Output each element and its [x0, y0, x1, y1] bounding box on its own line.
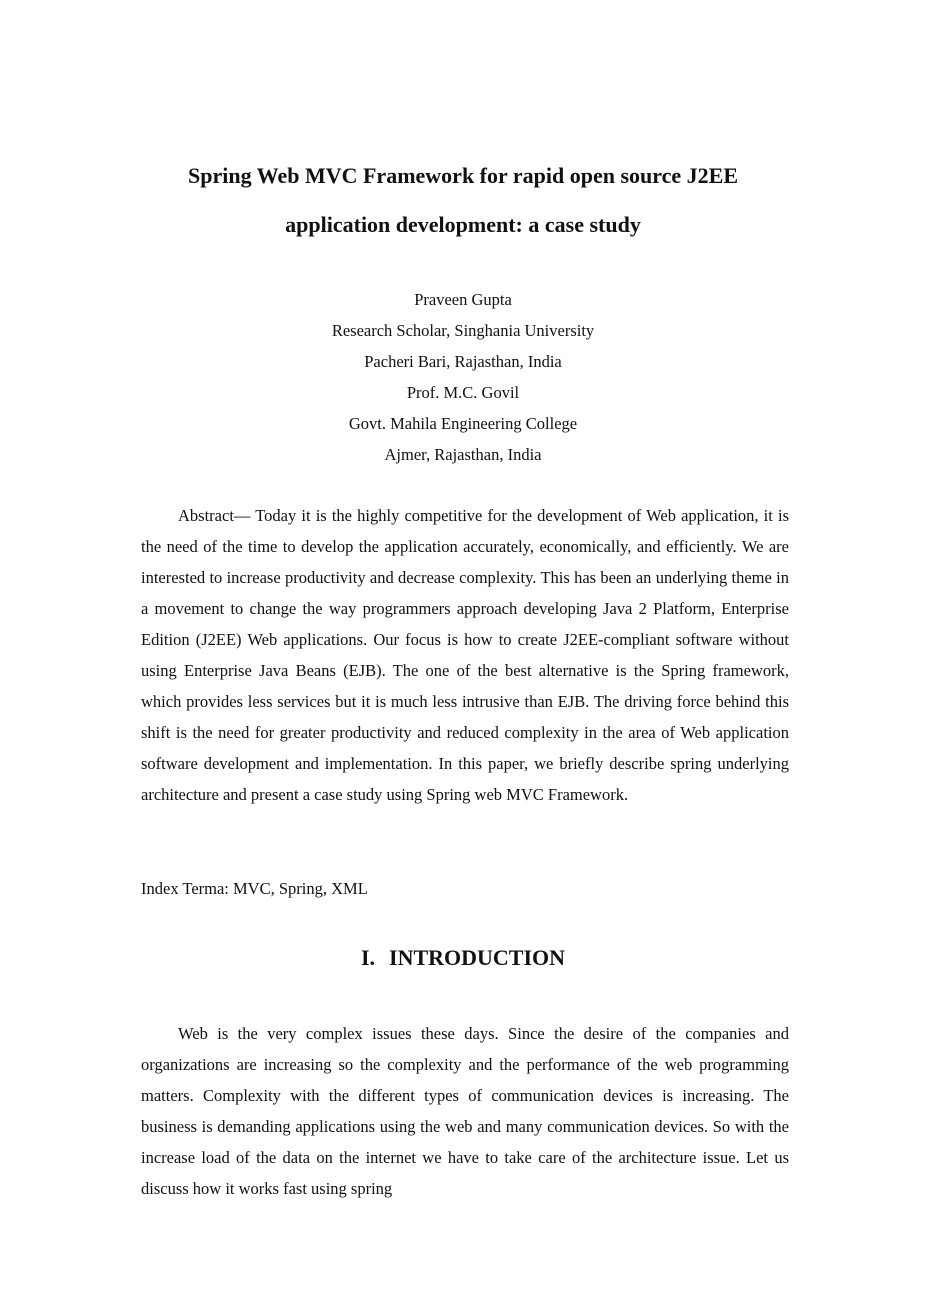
author-name-1: Praveen Gupta	[414, 290, 512, 309]
author-location-2: Ajmer, Rajasthan, India	[384, 445, 542, 464]
section-title: INTRODUCTION	[389, 945, 566, 970]
author-affiliation-2: Govt. Mahila Engineering College	[348, 414, 578, 433]
author-affiliation-1: Research Scholar, Singhania University	[331, 321, 595, 340]
paper-title-line-2: application development: a case study	[285, 212, 641, 237]
abstract-paragraph: Abstract— Today it is the highly competitive for the development of Web application, it is the need of the time to develop the application accurately, economically, and efficiently. We are interested to increase productivity and decrease complexity. This has been an underlying theme in a movement to change the way programmers approach developing Java 2 Platform, Enterprise Edition (J2EE) Web applications. Our focus is how to create J2EE-compliant software without using Enterprise Java Beans (EJB). The one of the best alternative is the Spring framework, which provides less services but it is much less intrusive than EJB. The driving force behind this shift is the need for greater productivity and reduced complexity in the area of Web application software development and implementation. In this paper, we briefly describe spring underlying architecture and present a case study using Spring web MVC Framework.	[141, 506, 789, 804]
author-block	[0, 284, 926, 470]
section-heading-introduction	[0, 947, 926, 969]
author-location-1: Pacheri Bari, Rajasthan, India	[364, 352, 562, 371]
introduction-paragraph: Web is the very complex issues these days. Since the desire of the companies and organizations are increasing so the complexity and the performance of the web programming matters. Complexity with the different types of communication devices is increasing. The business is demanding applications using the web and many communication devices. So with the increase load of the data on the internet we have to take care of the architecture issue. Let us discuss how it works fast using spring	[141, 1024, 789, 1198]
section-number: I.	[360, 945, 376, 970]
paper-title-line-1: Spring Web MVC Framework for rapid open source J2EE	[187, 163, 738, 188]
author-name-2: Prof. M.C. Govil	[406, 383, 520, 402]
index-terms: Index Terma: MVC, Spring, XML	[141, 879, 368, 898]
